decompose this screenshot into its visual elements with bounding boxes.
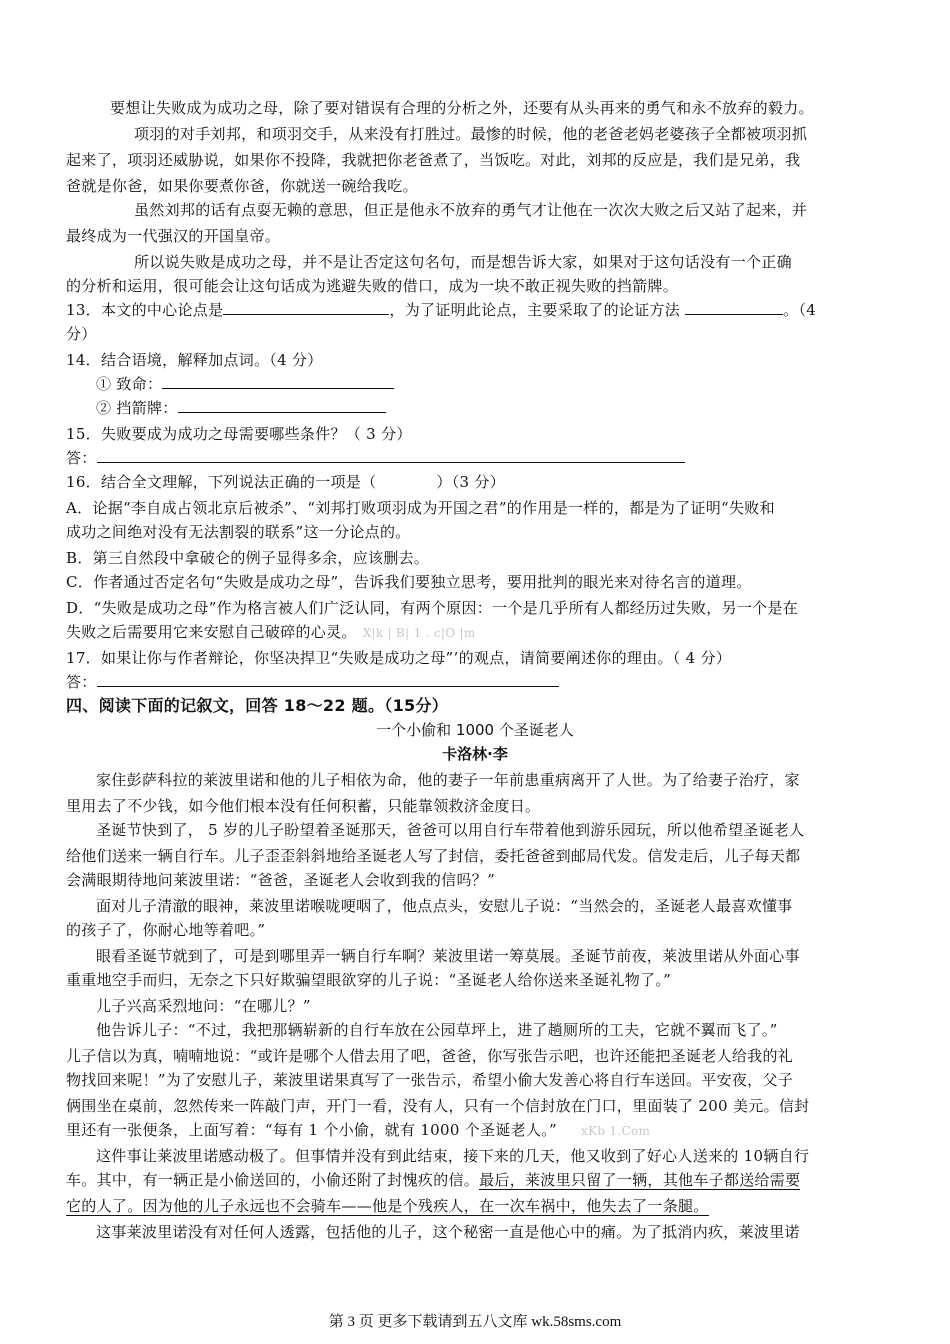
q16-option-a: A．论据“李自成占领北京后被杀”、“刘邦打败项羽成为开国之君”的作用是一样的，都是为了证明“失败和	[66, 499, 775, 517]
story-paragraph: 圣诞节快到了， 5 岁的儿子盼望着圣诞那天，爸爸可以用自行车带着他到游乐园玩，所以他希望圣诞老人	[96, 821, 805, 839]
q16-option-d-text: 失败之后需要用它来安慰自己破碎的心灵。	[66, 623, 357, 641]
q17-answer-blank[interactable]	[97, 672, 559, 687]
essay-paragraph: 项羽的对手刘邦，和项羽交手，从来没有打胜过。最惨的时候，他的老爸老妈老婆孩子全都被项羽抓	[134, 125, 808, 143]
story-line: 会满眼期待地问莱波里诺：“爸爸，圣诞老人会收到我的信吗？”	[66, 871, 496, 889]
story-line: 的孩子了，你耐心地等着吧。”	[66, 921, 266, 939]
story-paragraph: 眼看圣诞节就到了，可是到哪里弄一辆自行车啊？莱波里诺一筹莫展。圣诞节前夜，莱波里诺从外面心事	[96, 947, 800, 965]
question-14: 14．结合语境，解释加点词。（4 分）	[66, 351, 323, 369]
essay-line: 起来了，项羽还威胁说，如果你不投降，我就把你老爸煮了，当饭吃。对此，刘邦的反应是，我们是兄弟，我	[66, 151, 801, 169]
q14-item-2	[96, 398, 914, 418]
question-13	[66, 300, 884, 320]
watermark: xKb 1.Com	[581, 1124, 651, 1138]
answer-label: 答：	[66, 673, 97, 691]
q14-blank-1[interactable]	[162, 374, 394, 389]
story-paragraph: 这件事让莱波里诺感动极了。但事情并没有到此结束，接下来的几天，他又收到了好心人送来的 10辆自行	[96, 1147, 810, 1165]
section-heading: 四、阅读下面的记叙文，回答 18～22 题。（15分）	[66, 696, 449, 715]
q16-score: ）（3 分）	[436, 473, 506, 491]
story-paragraph: 面对儿子清澈的眼神，莱波里诺喉咙哽咽了，他点点头，安慰儿子说：“当然会的，圣诞老人最喜欢懂事	[96, 897, 793, 915]
story-line: 物找回来呢！”为了安慰儿子，莱波里诺果真写了一张告示，希望小偷大发善心将自行车送回。平安夜，父子	[66, 1071, 794, 1089]
essay-line: 的分析和运用，很可能会让这句话成为逃避失败的借口，成为一块不敢正视失败的挡箭牌。	[66, 277, 679, 295]
essay-paragraph: 虽然刘邦的话有点耍无赖的意思，但正是他永不放弃的勇气才让他在一次次大败之后又站了起来，并	[134, 201, 808, 219]
q16-option-a-cont: 成功之间绝对没有无法割裂的联系”这一分论点的。	[66, 523, 411, 541]
essay-line: 最终成为一代强汉的开国皇帝。	[66, 227, 281, 245]
q14-label-2: ② 挡箭牌：	[96, 399, 178, 417]
q16-option-b: B．第三自然段中拿破仑的例子显得多余，应该删去。	[66, 549, 430, 567]
q13-blank-1[interactable]	[223, 300, 389, 315]
story-line-text: 里还有一张便条，上面写着：“每有 1 个小偷，就有 1000 个圣诞老人。”	[66, 1121, 558, 1139]
watermark: X|k | B| 1 . c|O |m	[362, 626, 476, 640]
essay-paragraph: 要想让失败成为成功之母，除了要对错误有合理的分析之外，还要有从头再来的勇气和永不放弃的毅力。	[110, 99, 814, 117]
q16-option-d-cont	[66, 622, 884, 643]
underlined-sentence: 最后，莱波里只留了一辆，其他车子都送给需要	[479, 1171, 801, 1189]
q17-answer	[66, 672, 884, 692]
story-author: 卡洛林·李	[442, 745, 508, 763]
story-paragraph: 儿子兴高采烈地问：“在哪儿？”	[96, 997, 311, 1015]
q15-answer-blank[interactable]	[97, 448, 685, 463]
underlined-sentence: 它的人了。因为他的儿子永远也不会骑车——他是个残疾人，在一次车祸中，他失去了一条腿。	[66, 1197, 709, 1215]
question-16	[66, 472, 884, 492]
question-17: 17．如果让你与作者辩论，你坚决捍卫“失败是成功之母”’的观点，请简要阐述你的理由。（ 4 分）	[66, 649, 732, 667]
q13-blank-2[interactable]	[685, 300, 783, 315]
story-line	[66, 1170, 884, 1190]
story-line: 给他们送来一辆自行车。儿子歪歪斜斜地给圣诞老人写了封信，委托爸爸到邮局代发。信发走后，儿子每天都	[66, 847, 801, 865]
q13-score-cont: 分）	[66, 325, 97, 343]
story-line: 里用去了不少钱，如今他们根本没有任何积蓄，只能靠领救济金度日。	[66, 797, 541, 815]
story-line-text: 车。其中，有一辆正是小偷送回的，小偷还附了封愧疚的信。	[66, 1171, 480, 1189]
story-line	[66, 1196, 884, 1216]
q14-item-1	[96, 374, 914, 394]
story-line	[66, 1120, 884, 1141]
story-paragraph: 这事莱波里诺没有对任何人透露，包括他的儿子，这个秘密一直是他心中的痛。为了抵消内疚，莱波里诺	[96, 1223, 800, 1241]
q16-option-d: D．“失败是成功之母”作为格言被人们广泛认同，有两个原因：一个是几乎所有人都经历过失败，另一个是在	[66, 599, 799, 617]
question-15: 15．失败要成为成功之母需要哪些条件？（ 3 分）	[66, 425, 412, 443]
q13-prompt: 13．本文的中心论点是	[66, 301, 224, 319]
answer-label: 答：	[66, 449, 97, 467]
q14-blank-2[interactable]	[178, 398, 386, 413]
essay-paragraph: 所以说失败是成功之母，并不是让否定这句名句，而是想告诉大家，如果对于这句话没有一个正确	[134, 253, 792, 271]
story-paragraph: 家住彭萨科拉的莱波里诺和他的儿子相依为命，他的妻子一年前患重病离开了人世。为了给妻子治疗，家	[96, 771, 800, 789]
q15-answer	[66, 448, 884, 468]
essay-line: 爸就是你爸，如果你要煮你爸，你就送一碗给我吃。	[66, 177, 418, 195]
q16-prompt: 16．结合全文理解，下列说法正确的一项是（	[66, 473, 377, 491]
q13-prompt-2: ，为了证明此论点，主要采取了的论证方法	[389, 301, 681, 319]
story-title: 一个小偷和 1000 个圣诞老人	[376, 721, 574, 739]
story-line: 儿子信以为真，喃喃地说：“或许是哪个人借去用了吧，爸爸，你写张告示吧，也许还能把圣诞老人给我的礼	[66, 1047, 794, 1065]
page-footer: 第 3 页 更多下载请到五八文库 wk.58sms.com	[328, 1314, 622, 1330]
q13-score: 。（4	[783, 301, 817, 319]
story-paragraph: 他告诉儿子：“不过，我把那辆崭新的自行车放在公园草坪上，进了趟厕所的工夫，它就不翼而飞了。”	[96, 1021, 778, 1039]
q16-option-c: C．作者通过否定名句“失败是成功之母”，告诉我们要独立思考，要用批判的眼光来对待名言的道理。	[66, 573, 752, 591]
q14-label-1: ① 致命：	[96, 375, 163, 393]
story-line: 重重地空手而归，无奈之下只好欺骗望眼欲穿的儿子说：“圣诞老人给你送来圣诞礼物了。”	[66, 971, 672, 989]
story-line: 俩围坐在桌前，忽然传来一阵敲门声，开门一看，没有人，只有一个信封放在门口，里面装了 200 美元。信封	[66, 1097, 810, 1115]
